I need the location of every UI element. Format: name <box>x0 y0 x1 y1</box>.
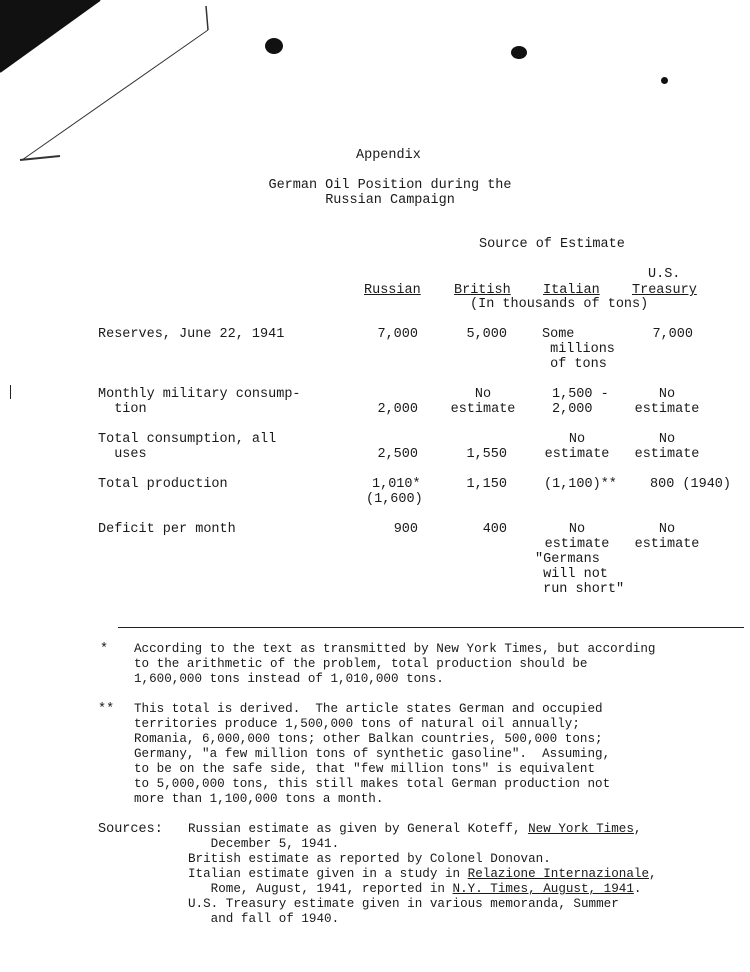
cell-russian: 2,000 <box>377 402 418 417</box>
column-header-russian: Russian <box>364 283 421 298</box>
cell-us: 7,000 <box>652 327 693 342</box>
cell-us: estimate <box>634 537 700 552</box>
source-italian-line1: Italian estimate given in a study in Relazione Internazionale, <box>188 867 657 881</box>
units-note: (In thousands of tons) <box>470 297 649 312</box>
cell-italian: run short" <box>535 582 625 597</box>
page-corner-fold <box>0 0 240 170</box>
cell-italian: of tons <box>542 357 607 372</box>
source-of-estimate-heading: Source of Estimate <box>479 237 625 252</box>
cell-us: No <box>658 432 676 447</box>
cell-italian: 2,000 <box>552 402 593 417</box>
cell-us: 800 (1940) <box>650 477 732 492</box>
cell-us: No <box>658 387 676 402</box>
row-label: Deficit per month <box>98 522 236 537</box>
cell-russian: 1,010* <box>372 477 421 492</box>
cell-italian: estimate <box>544 447 610 462</box>
appendix-heading: Appendix <box>356 148 421 163</box>
footnote-line: territories produce 1,500,000 tons of natural oil annually; <box>134 717 580 731</box>
cell-russian: 7,000 <box>377 327 418 342</box>
row-label: Total consumption, all <box>98 432 277 447</box>
footnote-marker: * <box>100 642 109 657</box>
footnote-line: to be on the safe side, that "few million tons" is equivalent <box>134 762 596 776</box>
footnote-line: Germany, "a few million tons of synthetic gasoline". Assuming, <box>134 747 611 761</box>
footnote-divider <box>118 627 744 628</box>
source-british: British estimate as reported by Colonel Donovan. <box>188 852 551 866</box>
cell-us: estimate <box>634 402 700 417</box>
page-title-line2: Russian Campaign <box>325 193 455 208</box>
source-us-line2: and fall of 1940. <box>188 912 340 926</box>
cell-us: estimate <box>634 447 700 462</box>
cell-british: estimate <box>450 402 516 417</box>
page-title-line1: German Oil Position during the <box>268 178 512 193</box>
cell-british: No <box>474 387 492 402</box>
footnote-line: to the arithmetic of the problem, total production should be <box>134 657 588 671</box>
cell-british: 1,150 <box>466 477 507 492</box>
footnote-line: to 5,000,000 tons, this still makes total German production not <box>134 777 611 791</box>
cell-italian: (1,100)** <box>544 477 617 492</box>
cell-italian: "Germans <box>535 552 600 567</box>
cell-italian: No <box>568 522 586 537</box>
cell-british: 1,550 <box>466 447 507 462</box>
row-label: uses <box>98 447 147 462</box>
cell-italian: 1,500 - <box>552 387 609 402</box>
cell-british: 400 <box>482 522 507 537</box>
source-italian-line2: Rome, August, 1941, reported in N.Y. Times, August, 1941. <box>188 882 642 896</box>
sources-label: Sources: <box>98 822 163 837</box>
row-label: Total production <box>98 477 228 492</box>
margin-mark <box>10 385 11 399</box>
footnote-marker: ** <box>98 702 115 717</box>
source-russian-line2: December 5, 1941. <box>188 837 340 851</box>
cell-italian: No <box>568 432 586 447</box>
row-label: Monthly military consump- <box>98 387 301 402</box>
footnote-line: This total is derived. The article states German and occupied <box>134 702 603 716</box>
row-label: Reserves, June 22, 1941 <box>98 327 285 342</box>
cell-italian: Some <box>542 327 575 342</box>
cell-italian: will not <box>535 567 608 582</box>
cell-us: No <box>658 522 676 537</box>
cell-russian: 2,500 <box>377 447 418 462</box>
footnote-line: more than 1,100,000 tons a month. <box>134 792 384 806</box>
cell-british: 5,000 <box>466 327 507 342</box>
cell-italian: millions <box>542 342 615 357</box>
cell-russian: 900 <box>393 522 418 537</box>
footnote-line: According to the text as transmitted by New York Times, but according <box>134 642 656 656</box>
row-label: tion <box>98 402 147 417</box>
cell-italian: estimate <box>544 537 610 552</box>
punch-hole-right <box>661 77 668 84</box>
column-header-italian: Italian <box>543 283 600 298</box>
column-header-british: British <box>454 283 511 298</box>
punch-hole-left <box>265 38 283 54</box>
column-header-us-line1: U.S. <box>648 267 681 282</box>
source-russian-line1: Russian estimate as given by General Koteff, New York Times, <box>188 822 642 836</box>
punch-hole-middle <box>511 46 527 59</box>
column-header-us-line2: Treasury <box>632 283 697 298</box>
cell-russian: (1,600) <box>366 492 423 507</box>
footnote-line: 1,600,000 tons instead of 1,010,000 tons. <box>134 672 444 686</box>
footnote-line: Romania, 6,000,000 tons; other Balkan countries, 500,000 tons; <box>134 732 603 746</box>
source-us-line1: U.S. Treasury estimate given in various memoranda, Summer <box>188 897 619 911</box>
